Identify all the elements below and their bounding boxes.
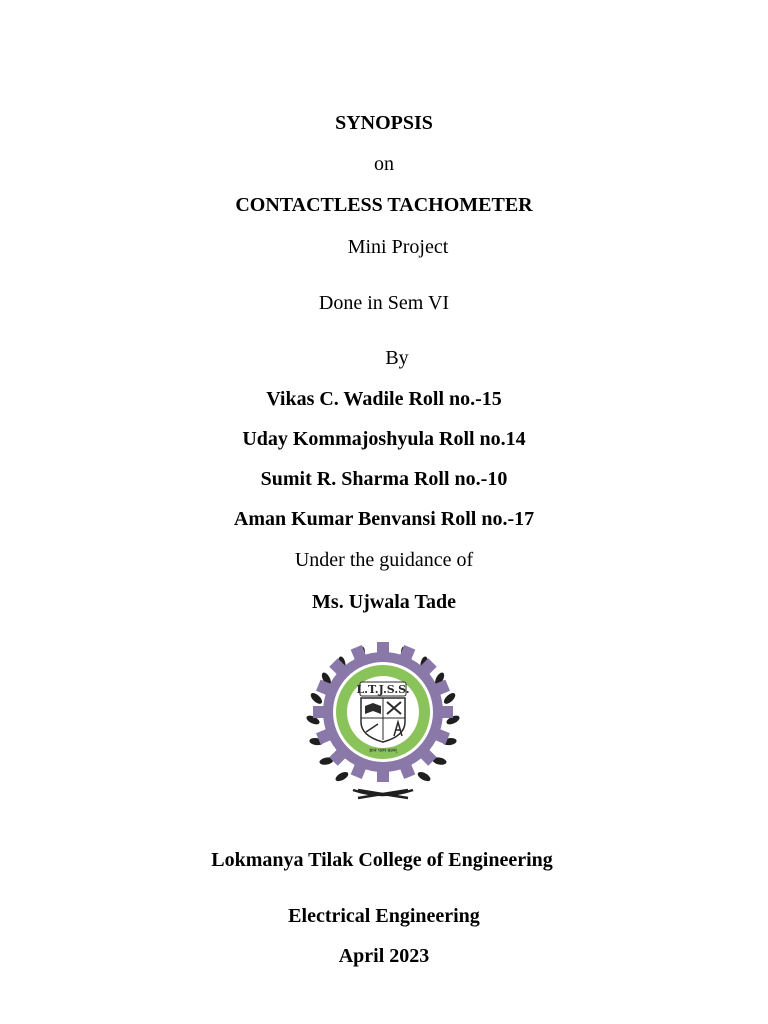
gear-emblem bbox=[313, 642, 453, 782]
submission-date: April 2023 bbox=[338, 945, 430, 967]
student-4: Aman Kumar Benvansi Roll no.-17 bbox=[233, 508, 535, 530]
student-3: Sumit R. Sharma Roll no.-10 bbox=[260, 468, 508, 490]
department-name: Electrical Engineering bbox=[288, 905, 480, 927]
guidance-label: Under the guidance of bbox=[294, 549, 474, 571]
project-title: CONTACTLESS TACHOMETER bbox=[235, 194, 533, 216]
guide-name: Ms. Ujwala Tade bbox=[312, 591, 456, 613]
student-2: Uday Kommajoshyula Roll no.14 bbox=[242, 428, 526, 450]
student-1: Vikas C. Wadile Roll no.-15 bbox=[266, 388, 502, 410]
by-label: By bbox=[385, 347, 409, 369]
logo-text: L.T.J.S.S. bbox=[356, 683, 410, 696]
document-heading: SYNOPSIS bbox=[335, 112, 433, 134]
college-logo bbox=[298, 640, 468, 810]
on-label: on bbox=[374, 153, 394, 175]
logo-motto: ज्ञानं परमं बलम् bbox=[369, 748, 397, 754]
college-name: Lokmanya Tilak College of Engineering bbox=[211, 849, 553, 871]
project-type: Mini Project bbox=[347, 236, 449, 258]
semester-text: Done in Sem VI bbox=[318, 292, 450, 314]
